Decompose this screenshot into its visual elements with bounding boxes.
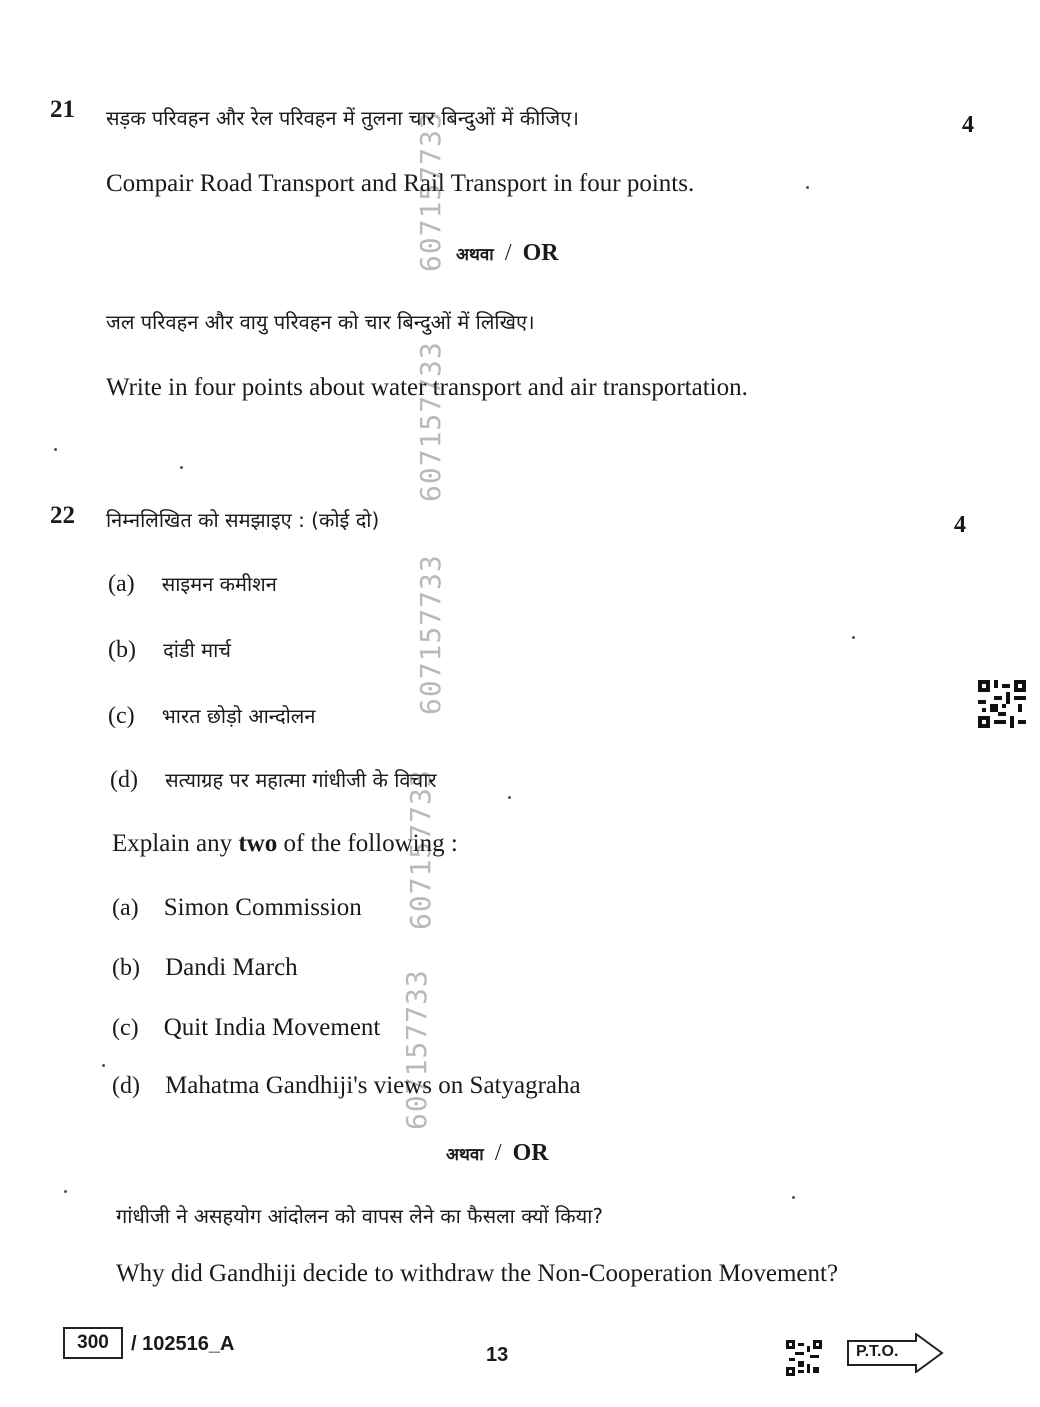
scan-speck [852, 636, 855, 639]
alternative-english-text: Why did Gandhiji decide to withdraw the Non-Cooperation Movement? [116, 1260, 839, 1287]
watermark-middle-1: 607157733 [414, 341, 447, 502]
scan-speck [64, 1190, 67, 1193]
option-label: (b) [112, 955, 140, 981]
alternative-hindi-text: जल परिवहन और वायु परिवहन को चार बिन्दुओं में लिखिए। [106, 310, 535, 334]
scan-speck [806, 186, 809, 189]
hindi-option-d [110, 766, 437, 794]
english-prompt-end: of the following : [277, 830, 458, 857]
option-label: (a) [112, 895, 139, 921]
paper-code: 300 [77, 1332, 109, 1353]
option-label: (c) [112, 1015, 139, 1041]
option-label: (b) [108, 637, 136, 663]
or-english: OR [512, 1140, 549, 1166]
series-code: / 102516_A [131, 1333, 235, 1355]
watermark-top: 607157733 [414, 111, 447, 272]
scan-speck [54, 448, 57, 451]
hindi-option-c [108, 702, 315, 730]
pto-label: P.T.O. [856, 1343, 899, 1360]
option-text: साइमन कमीशन [161, 572, 277, 596]
pto-arrow [846, 1333, 946, 1373]
scan-speck [102, 1064, 105, 1067]
watermark-middle-2: 607157733 [414, 554, 447, 715]
english-prompt-start: Explain any [112, 830, 239, 857]
page-number: 13 [486, 1344, 509, 1366]
or-slash: / [504, 240, 512, 266]
question-marks: 4 [954, 512, 966, 538]
english-option-d [112, 1072, 581, 1100]
alternative-hindi-text: गांधीजी ने असहयोग आंदोलन को वापस लेने का फैसला क्यों किया? [116, 1204, 603, 1228]
hindi-option-b [108, 636, 231, 664]
qr-code-icon [978, 680, 1026, 728]
option-text: Quit India Movement [163, 1014, 381, 1041]
scan-speck [792, 1196, 795, 1199]
english-option-c [112, 1014, 380, 1042]
option-label: (a) [108, 571, 135, 597]
or-separator [456, 240, 559, 267]
hindi-option-a [108, 570, 277, 598]
question-marks: 4 [962, 112, 974, 138]
option-label: (c) [108, 703, 135, 729]
watermark-lower: 607157733 [404, 769, 437, 930]
option-text: Mahatma Gandhiji's views on Satyagraha [165, 1072, 581, 1099]
scan-speck [180, 466, 183, 469]
scan-speck [508, 796, 511, 799]
or-slash: / [494, 1140, 502, 1166]
or-hindi: अथवा [446, 1145, 484, 1165]
or-english: OR [522, 240, 559, 266]
question-english-text [112, 830, 458, 858]
or-separator [446, 1140, 549, 1167]
question-number: 22 [50, 502, 75, 529]
paper-code-box [63, 1327, 123, 1359]
english-prompt-bold: two [238, 830, 278, 857]
option-text: सत्याग्रह पर महात्मा गांधीजी के विचार [165, 768, 437, 792]
option-text: Simon Commission [163, 894, 362, 921]
option-label: (d) [112, 1073, 140, 1099]
option-text: भारत छोड़ो आन्दोलन [161, 704, 316, 728]
question-english-text: Compair Road Transport and Rail Transport in four points. [106, 170, 695, 197]
option-text: Dandi March [165, 954, 298, 981]
option-label: (d) [110, 767, 138, 793]
footer-qr-code-icon [786, 1340, 822, 1376]
or-hindi: अथवा [456, 245, 494, 265]
watermark-bottom: 607157733 [400, 969, 433, 1130]
english-option-a [112, 894, 362, 922]
question-hindi-text: निम्नलिखित को समझाइए : (कोई दो) [106, 508, 380, 532]
english-option-b [112, 954, 298, 982]
option-text: दांडी मार्च [163, 638, 231, 662]
alternative-english-text: Write in four points about water transport and air transportation. [106, 374, 748, 401]
question-number: 21 [50, 96, 75, 123]
question-hindi-text: सड़क परिवहन और रेल परिवहन में तुलना चार बिन्दुओं में कीजिए। [106, 106, 579, 130]
